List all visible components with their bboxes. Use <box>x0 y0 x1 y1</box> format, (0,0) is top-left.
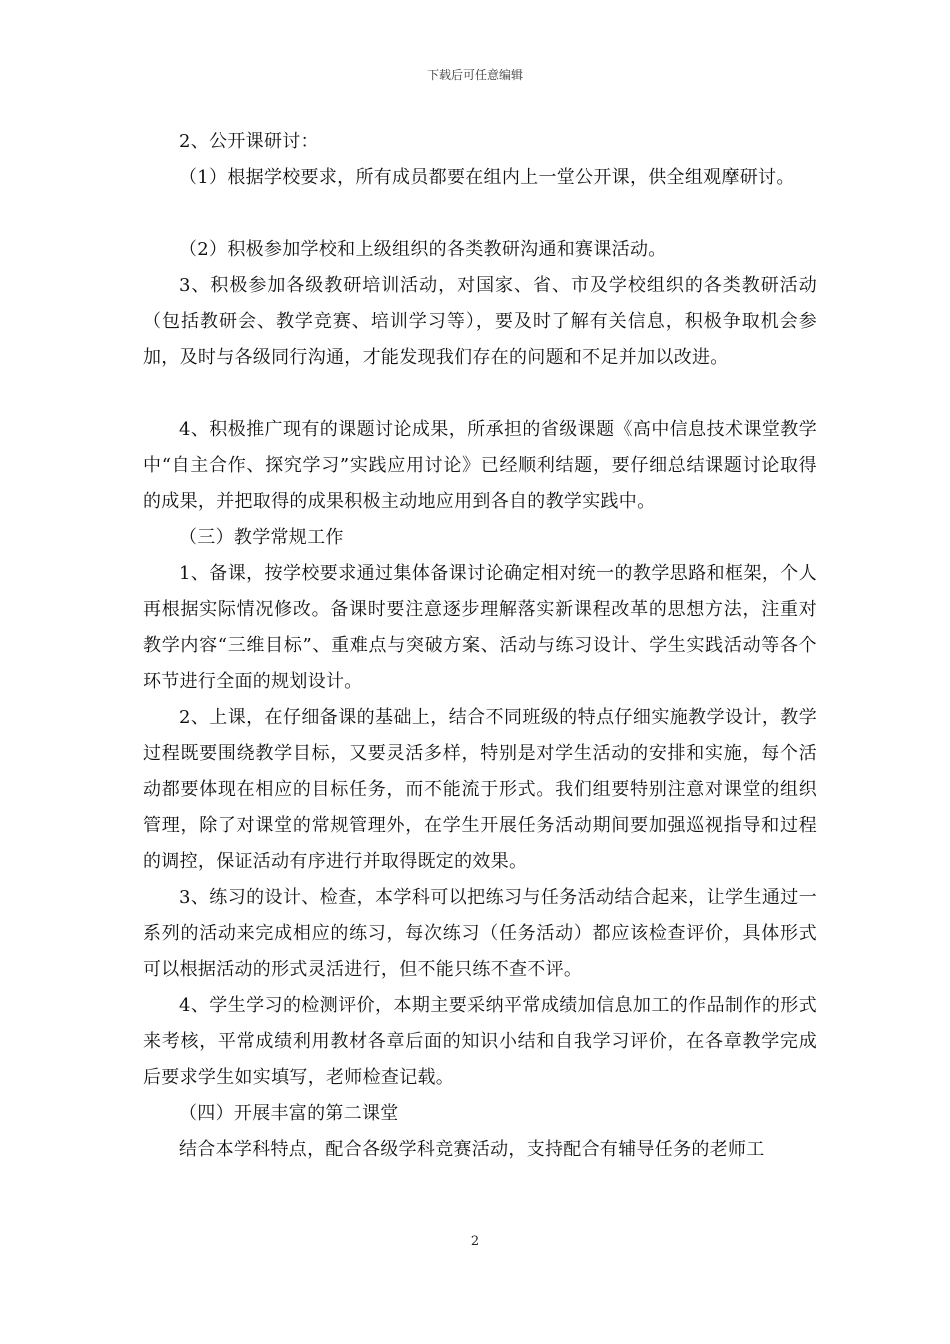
paragraph-training: 3、积极参加各级教研培训活动，对国家、省、市及学校组织的各类教研活动（包括教研会、教学竞赛、培训学习等），要及时了解有关信息，积极争取机会参加，及时与各级同行沟通，才能发现我们存在的问题和不足并加以改进。 <box>143 275 817 368</box>
page-number: 2 <box>470 1234 480 1249</box>
paragraph-exercises: 3、练习的设计、检查，本学科可以把练习与任务活动结合起来，让学生通过一系列的活动来完成相应的练习，每次练习（任务活动）都应该检查评价，具体形式可以根据活动的形式灵活进行，但不能只练不查不评。 <box>143 887 817 980</box>
paragraph-assessment: 4、学生学习的检测评价，本期主要采纳平常成绩加信息加工的作品制作的形式来考核，平常成绩利用教材各章后面的知识小结和自我学习评价，在各章教学完成后要求学生如实填写，老师检查记载。 <box>143 995 817 1088</box>
paragraph-second-classroom: 结合本学科特点，配合各级学科竞赛活动，支持配合有辅导任务的老师工 <box>179 1139 765 1160</box>
paragraph-lesson-prep: 1、备课，按学校要求通过集体备课讨论确定相对统一的教学思路和框架，个人再根据实际情况修改。备课时要注意逐步理解落实新课程改革的思想方法，注重对教学内容“三维目标”、重难点与突破方案、活动与练习设计、学生实践活动等各个环节进行全面的规划设计。 <box>143 563 817 692</box>
section-heading-second-classroom: （四）开展丰富的第二课堂 <box>179 1103 399 1124</box>
paragraph-open-class: （1）根据学校要求，所有成员都要在组内上一堂公开课，供全组观摩研讨。 <box>179 167 795 188</box>
document-body <box>143 124 817 1168</box>
item-2-heading: 2、公开课研讨： <box>179 131 319 152</box>
paragraph-competitions: （2）积极参加学校和上级组织的各类教研沟通和赛课活动。 <box>179 239 667 260</box>
page-header: 下载后可任意编辑 <box>426 68 523 82</box>
section-heading-routine: （三）教学常规工作 <box>179 527 344 548</box>
paragraph-research: 4、积极推广现有的课题讨论成果，所承担的省级课题《高中信息技术课堂教学中“自主合作、探究学习”实践应用讨论》已经顺利结题，要仔细总结课题讨论取得的成果，并把取得的成果积极主动地应用到各自的教学实践中。 <box>143 419 817 512</box>
paragraph-teaching: 2、上课，在仔细备课的基础上，结合不同班级的特点仔细实施教学设计，教学过程既要围绕教学目标，又要灵活多样，特别是对学生活动的安排和实施，每个活动都要体现在相应的目标任务，而不能流于形式。我们组要特别注意对课堂的组织管理，除了对课堂的常规管理外，在学生开展任务活动期间要加强巡视指导和过程的调控，保证活动有序进行并取得既定的效果。 <box>143 707 817 872</box>
